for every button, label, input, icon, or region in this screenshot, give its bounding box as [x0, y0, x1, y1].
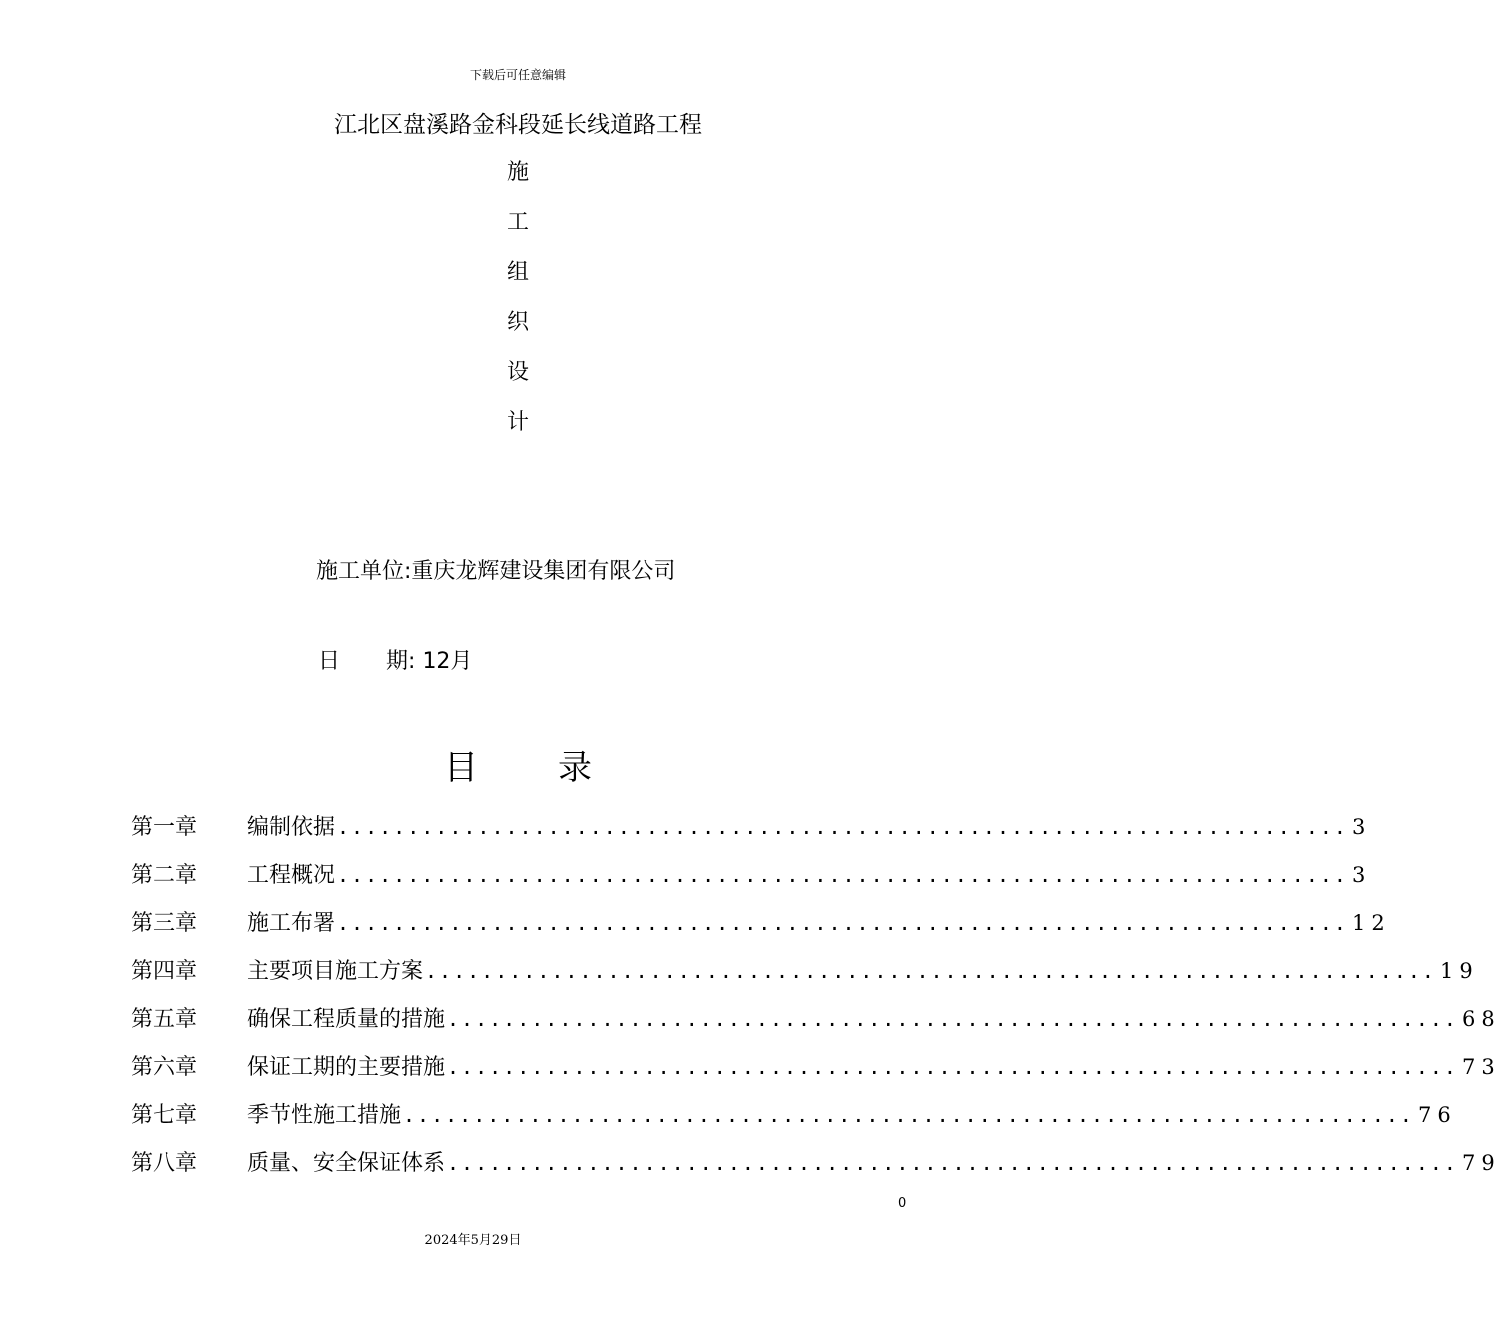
toc-title: 编制依据	[247, 815, 336, 840]
title-char: 工	[506, 210, 529, 235]
toc-leader-dots: ........................................................................	[447, 1007, 1458, 1031]
date-line	[318, 644, 472, 675]
toc-title: 工程概况	[247, 863, 336, 888]
date-label-right: 期:	[386, 649, 416, 674]
toc-item[interactable]	[131, 810, 1372, 858]
toc-title: 保证工期的主要措施	[247, 1055, 446, 1080]
toc-page-number: 68	[1461, 1007, 1501, 1031]
toc-leader-dots: ........................................................................	[337, 911, 1348, 935]
toc-page-number: 12	[1351, 911, 1391, 935]
toc-page-number: 76	[1417, 1103, 1457, 1127]
title-char: 设	[506, 360, 529, 385]
toc-leader-dots: ........................................................................	[425, 959, 1436, 983]
title-char: 组	[506, 260, 529, 285]
toc-page-number: 3	[1351, 863, 1372, 887]
date-label-left: 日	[318, 649, 341, 674]
toc-chapter: 第四章	[131, 959, 198, 984]
toc-leader-dots: ........................................................................	[447, 1055, 1458, 1079]
toc-item[interactable]	[131, 906, 1391, 954]
toc-title: 确保工程质量的措施	[247, 1007, 446, 1032]
page-number: 0	[898, 1196, 907, 1211]
toc-page-number: 79	[1461, 1151, 1501, 1175]
title-char: 计	[506, 410, 529, 435]
toc-heading: 目录	[444, 748, 672, 788]
document-type-title	[498, 155, 538, 455]
title-char: 织	[506, 310, 529, 335]
toc-leader-dots: ........................................................................	[447, 1151, 1458, 1175]
toc-title: 质量、安全保证体系	[247, 1151, 446, 1176]
toc-page-number: 19	[1439, 959, 1479, 983]
toc-chapter: 第二章	[131, 863, 198, 888]
construction-unit: 施工单位:重庆龙辉建设集团有限公司	[316, 559, 676, 584]
toc-page-number: 3	[1351, 815, 1372, 839]
toc-item[interactable]	[131, 954, 1479, 1002]
toc-item[interactable]	[131, 1146, 1501, 1194]
title-char: 施	[506, 160, 529, 185]
toc-chapter: 第六章	[131, 1055, 198, 1080]
toc-chapter: 第一章	[131, 815, 198, 840]
table-of-contents	[131, 810, 1501, 1194]
toc-item[interactable]	[131, 1050, 1501, 1098]
date-value: 12月	[422, 649, 473, 674]
toc-chapter: 第三章	[131, 911, 198, 936]
toc-leader-dots: ........................................................................	[403, 1103, 1414, 1127]
toc-title: 主要项目施工方案	[247, 959, 424, 984]
toc-chapter: 第五章	[131, 1007, 198, 1032]
page-footer-date: 2024年5月29日	[424, 1233, 522, 1248]
toc-item[interactable]	[131, 858, 1372, 906]
toc-title: 施工布署	[247, 911, 336, 936]
project-title: 江北区盘溪路金科段延长线道路工程	[334, 112, 702, 138]
toc-leader-dots: ........................................................................	[337, 815, 1348, 839]
toc-page-number: 73	[1461, 1055, 1501, 1079]
toc-chapter: 第七章	[131, 1103, 198, 1128]
toc-title: 季节性施工措施	[247, 1103, 402, 1128]
toc-item[interactable]	[131, 1098, 1457, 1146]
toc-chapter: 第八章	[131, 1151, 198, 1176]
toc-leader-dots: ........................................................................	[337, 863, 1348, 887]
page-header-note: 下载后可任意编辑	[469, 68, 566, 82]
toc-item[interactable]	[131, 1002, 1501, 1050]
